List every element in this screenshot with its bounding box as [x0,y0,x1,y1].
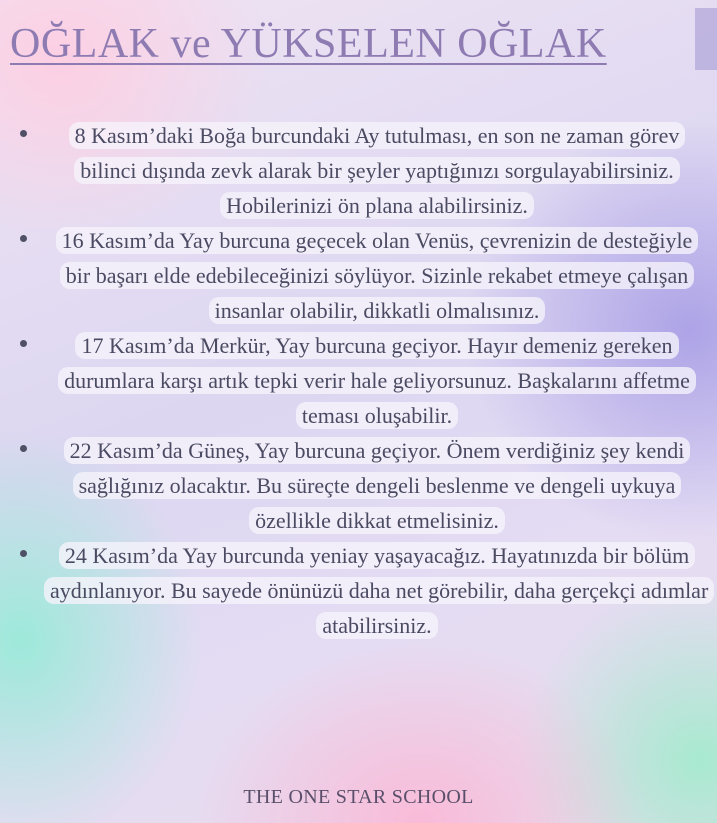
page-title: OĞLAK ve YÜKSELEN OĞLAK [10,21,607,67]
list-item [20,223,710,328]
bullet-text: 16 Kasım’da Yay burcuna geçecek olan Venüs, çevrenizin de desteğiyle bir başarı elde edebileceğinizi söylüyor. Sizinle rekabet etmeye çalışan insanlar olabilir, dikkatli olmalısınız. [56,227,699,324]
footer-brand: THE ONE STAR SCHOOL [243,786,474,808]
bullet-text: 8 Kasım’daki Boğa burcundaki Ay tutulması, en son ne zaman görev bilinci dışında zevk alarak bir şeyler yaptığınızı sorgulayabilirsiniz. Hobilerinizi ön plana alabilirsiniz. [69,122,686,219]
bullet-text: 24 Kasım’da Yay burcunda yeniay yaşayacağız. Hayatınızda bir bölüm aydınlanıyor. Bu sayede önünüzü daha net görebilir, daha gerçekçi adımlar atabilirsiniz. [44,542,714,639]
bullet-dot-icon [20,130,27,137]
corner-overlay [695,8,717,70]
list-item [20,433,710,538]
list-item [20,118,710,223]
bullet-dot-icon [20,235,27,242]
bullet-dot-icon [20,340,27,347]
bullet-list [20,118,710,643]
bullet-text: 22 Kasım’da Güneş, Yay burcuna geçiyor. Önem verdiğiniz şey kendi sağlığınız olacaktır. Bu süreçte dengeli beslenme ve dengeli uykuya özellikle dikkat etmelisiniz. [64,437,691,534]
list-item [20,538,710,643]
list-item [20,328,710,433]
bullet-dot-icon [20,550,27,557]
bullet-text: 17 Kasım’da Merkür, Yay burcuna geçiyor. Hayır demeniz gereken durumlara karşı artık tepki verir hale geliyorsunuz. Başkalarını affetme teması oluşabilir. [58,332,696,429]
bullet-dot-icon [20,445,27,452]
